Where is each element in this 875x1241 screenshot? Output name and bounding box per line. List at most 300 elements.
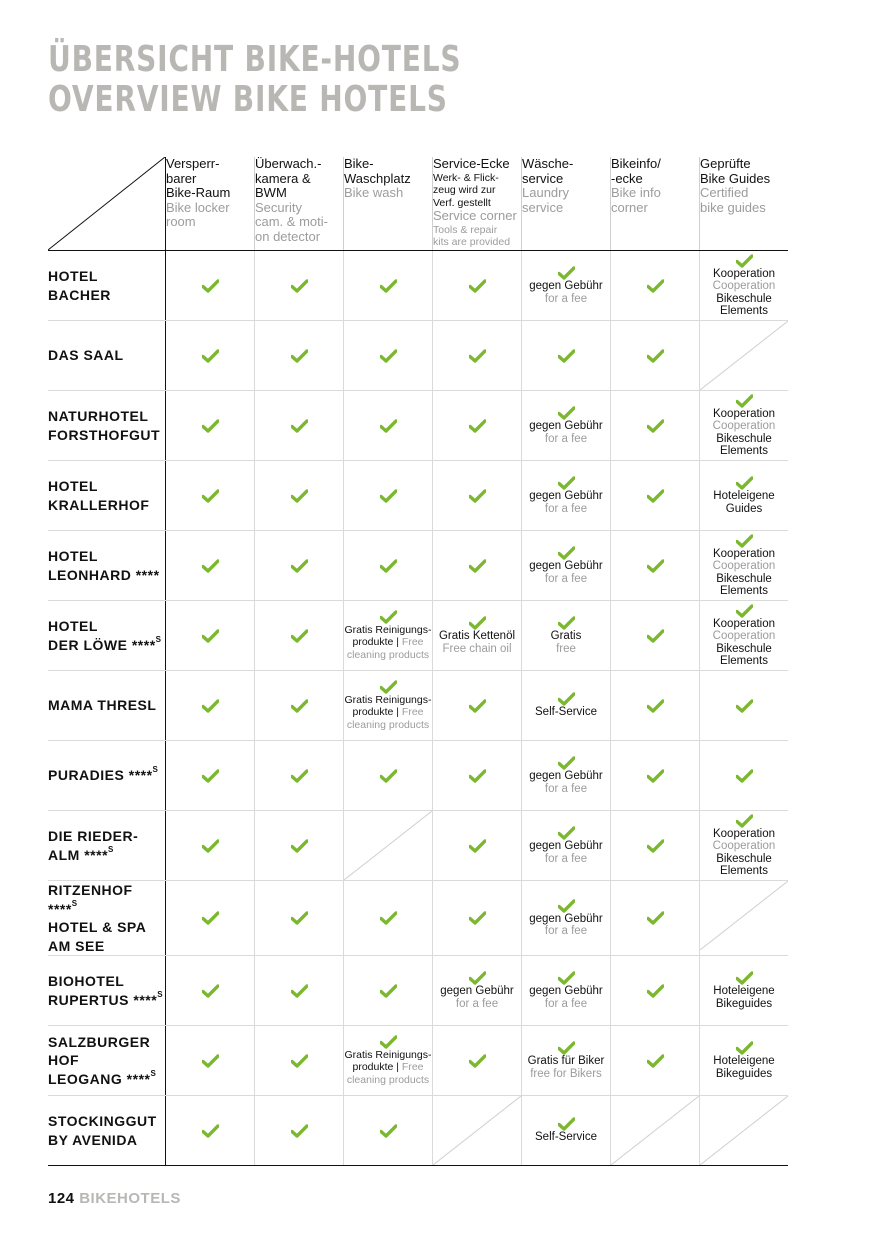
corner-cell — [48, 157, 166, 251]
cell-note-de: gegen Gebühr — [529, 280, 603, 292]
cell-note-de-extra: Bikeschule Elements — [716, 642, 772, 667]
check-icon — [291, 489, 308, 503]
check-icon — [380, 680, 397, 694]
check-icon — [647, 419, 664, 433]
check-icon — [647, 349, 664, 363]
cell-note-en: Cooperation — [712, 840, 776, 852]
table-cell — [700, 811, 789, 881]
check-icon — [558, 1041, 575, 1055]
table-cell — [255, 601, 344, 671]
table-row — [48, 321, 788, 391]
table-cell — [700, 1026, 789, 1096]
cell-note-de: Gratis Reinigungs- produkte | Free cleaning products — [344, 1048, 432, 1086]
cell-note-de: Hoteleigene Bikeguides — [713, 985, 775, 1010]
header-label-de: Geprüfte Bike Guides — [700, 157, 771, 186]
table-cell — [611, 601, 700, 671]
table-cell — [166, 461, 255, 531]
cell-note-de-extra: Bikeschule Elements — [716, 572, 772, 597]
table-cell — [611, 251, 700, 321]
check-icon — [202, 911, 219, 925]
column-header-bike-wash — [344, 157, 433, 251]
column-header-bike-room — [166, 157, 255, 251]
check-icon — [291, 699, 308, 713]
page-number: 124 — [48, 1190, 75, 1207]
header-label-en: Laundry service — [522, 185, 569, 215]
header-label-de: Bike- Waschplatz — [344, 157, 411, 186]
table-cell — [255, 881, 344, 956]
table-cell — [522, 956, 611, 1026]
table-cell — [166, 741, 255, 811]
cell-note-de: gegen Gebühr — [440, 985, 514, 997]
hotel-name — [48, 811, 166, 881]
title-en: OVERVIEW BIKE HOTELS — [48, 79, 448, 120]
table-cell — [700, 251, 789, 321]
table-cell — [344, 1026, 433, 1096]
table-cell — [611, 1096, 700, 1166]
hotel-stars: **** — [127, 636, 156, 653]
cell-note-de: Kooperation — [712, 827, 776, 840]
check-icon — [202, 1054, 219, 1068]
cell-note-de: Self-Service — [535, 1131, 597, 1144]
hotel-name-text: STOCKINGGUT BY AVENIDA — [48, 1113, 157, 1148]
table-cell — [344, 461, 433, 531]
table-cell — [522, 461, 611, 531]
check-icon — [469, 559, 486, 573]
check-icon — [291, 1124, 308, 1138]
check-icon — [647, 559, 664, 573]
hotel-superior: S — [108, 844, 114, 854]
hotel-name-text: HOTEL BACHER — [48, 268, 111, 303]
check-icon — [647, 279, 664, 293]
check-icon — [291, 911, 308, 925]
check-icon — [647, 489, 664, 503]
table-cell — [344, 741, 433, 811]
table-cell — [255, 671, 344, 741]
cell-note-en: Free cleaning products — [346, 706, 430, 731]
table-cell — [522, 811, 611, 881]
table-cell — [255, 251, 344, 321]
check-icon — [558, 476, 575, 490]
table-cell — [611, 956, 700, 1026]
hotel-stars: **** — [124, 767, 153, 784]
table-cell — [611, 391, 700, 461]
table-row — [48, 1026, 788, 1096]
hotel-name — [48, 741, 166, 811]
check-icon — [469, 349, 486, 363]
check-icon — [647, 769, 664, 783]
cell-note-en: for a fee — [544, 432, 588, 445]
table-cell — [433, 531, 522, 601]
check-icon — [202, 279, 219, 293]
hotel-superior: S — [71, 898, 78, 908]
column-header-bike-info — [611, 157, 700, 251]
table-cell — [255, 741, 344, 811]
cell-note-en: Free chain oil — [442, 642, 512, 655]
table-row — [48, 741, 788, 811]
table-cell — [611, 531, 700, 601]
table-cell — [166, 671, 255, 741]
table-cell — [166, 956, 255, 1026]
table-cell — [433, 391, 522, 461]
check-icon — [202, 419, 219, 433]
table-row — [48, 811, 788, 881]
cell-note-en: for a fee — [544, 782, 588, 795]
check-icon — [469, 911, 486, 925]
check-icon — [291, 769, 308, 783]
check-icon — [291, 559, 308, 573]
hotel-name — [48, 531, 166, 601]
table-cell — [344, 1096, 433, 1166]
table-cell — [344, 391, 433, 461]
header-label-en: Service corner — [433, 208, 517, 223]
not-available-diagonal — [700, 881, 788, 950]
header-label-de: Versperr- barer Bike-Raum — [166, 157, 231, 200]
table-cell — [255, 811, 344, 881]
table-cell — [166, 1096, 255, 1166]
table-cell — [166, 601, 255, 671]
table-cell — [255, 391, 344, 461]
table-cell — [166, 811, 255, 881]
table-cell — [166, 1026, 255, 1096]
hotel-name — [48, 956, 166, 1026]
table-cell — [700, 461, 789, 531]
check-icon — [380, 349, 397, 363]
cell-note-de: Gratis Reinigungs- produkte | Free cleaning products — [344, 693, 432, 731]
table-cell — [433, 461, 522, 531]
check-icon — [291, 984, 308, 998]
hotel-name-text: MAMA THRESL — [48, 697, 157, 714]
header-label-de: Wäsche- service — [522, 157, 574, 186]
hotel-name-text: DIE RIEDER- ALM — [48, 828, 139, 863]
table-cell — [522, 881, 611, 956]
column-header-security-camera — [255, 157, 344, 251]
cell-note-de: gegen Gebühr — [529, 840, 603, 852]
check-icon — [558, 349, 575, 363]
check-icon — [647, 629, 664, 643]
not-available-diagonal — [700, 321, 788, 390]
hotel-name-text: PURADIES — [48, 767, 125, 784]
check-icon — [736, 476, 753, 490]
header-note-en: Tools & repair kits are provided — [433, 223, 511, 248]
table-cell — [344, 321, 433, 391]
header-label-en: Bike wash — [344, 185, 404, 200]
table-cell — [344, 671, 433, 741]
check-icon — [380, 1124, 397, 1138]
hotel-name — [48, 1026, 166, 1096]
hotel-stars: **** — [129, 991, 158, 1008]
hotel-name — [48, 1096, 166, 1166]
not-available-diagonal — [700, 1096, 788, 1165]
cell-note-de: Kooperation — [712, 407, 776, 420]
table-cell — [255, 956, 344, 1026]
check-icon — [380, 911, 397, 925]
page-footer — [48, 1190, 181, 1207]
check-icon — [647, 699, 664, 713]
table-cell — [344, 601, 433, 671]
check-icon — [291, 349, 308, 363]
header-label-en: Bike info corner — [611, 185, 661, 215]
check-icon — [202, 629, 219, 643]
check-icon — [647, 984, 664, 998]
table-cell — [166, 391, 255, 461]
table-cell — [166, 321, 255, 391]
cell-note-en: for a fee — [544, 925, 588, 937]
table-cell — [700, 741, 789, 811]
table-row — [48, 1096, 788, 1166]
hotel-stars: **** — [79, 846, 109, 863]
table-cell — [700, 956, 789, 1026]
check-icon — [202, 699, 219, 713]
hotel-name — [48, 881, 166, 956]
hotel-stars: **** — [48, 900, 72, 917]
table-row — [48, 391, 788, 461]
check-icon — [647, 1054, 664, 1068]
cell-note-de-extra: Bikeschule Elements — [716, 292, 772, 317]
hotel-name — [48, 461, 166, 531]
hotel-name-extra: HOTEL & SPA AM SEE — [48, 919, 147, 954]
table-cell — [255, 531, 344, 601]
cell-note-en: for a fee — [544, 292, 588, 305]
cell-note-en: Cooperation — [712, 560, 776, 572]
header-row — [48, 157, 788, 251]
table-cell — [433, 321, 522, 391]
header-note-de: Werk- & Flick- zeug wird zur Verf. gestellt — [433, 171, 499, 209]
corner-diagonal — [48, 157, 165, 250]
overview-table — [48, 157, 788, 1166]
check-icon — [380, 1035, 397, 1049]
table-cell — [522, 531, 611, 601]
table-cell — [611, 741, 700, 811]
table-cell — [166, 881, 255, 956]
cell-note-de: Kooperation — [712, 617, 776, 630]
cell-note-en: Cooperation — [712, 630, 776, 642]
check-icon — [558, 756, 575, 770]
table-cell — [700, 601, 789, 671]
hotel-name-text: DAS SAAL — [48, 347, 124, 364]
hotel-name-text: HOTEL DER LÖWE — [48, 618, 128, 653]
cell-note-de: Self-Service — [535, 706, 597, 719]
hotel-superior: S — [152, 765, 159, 775]
cell-note-de: Hoteleigene Guides — [713, 490, 775, 515]
hotel-superior: S — [150, 1068, 157, 1078]
hotel-name-text: SALZBURGER HOF LEOGANG — [48, 1033, 151, 1087]
check-icon — [469, 699, 486, 713]
column-header-laundry-service — [522, 157, 611, 251]
table-cell — [166, 531, 255, 601]
table-cell — [433, 956, 522, 1026]
check-icon — [380, 489, 397, 503]
table-row — [48, 531, 788, 601]
table-cell — [700, 881, 789, 956]
table-cell — [522, 391, 611, 461]
hotel-superior: S — [155, 634, 162, 644]
hotel-name — [48, 391, 166, 461]
hotel-stars: **** — [131, 566, 160, 583]
table-cell — [522, 251, 611, 321]
check-icon — [291, 419, 308, 433]
check-icon — [647, 839, 664, 853]
check-icon — [558, 971, 575, 985]
table-cell — [522, 1026, 611, 1096]
table-row — [48, 956, 788, 1026]
table-cell — [522, 1096, 611, 1166]
table-cell — [700, 391, 789, 461]
check-icon — [380, 984, 397, 998]
check-icon — [469, 1054, 486, 1068]
cell-note-en: Free cleaning products — [346, 1061, 430, 1086]
check-icon — [380, 279, 397, 293]
table-cell — [611, 461, 700, 531]
table-cell — [700, 531, 789, 601]
table-cell — [344, 881, 433, 956]
check-icon — [291, 629, 308, 643]
check-icon — [202, 1124, 219, 1138]
table-row — [48, 881, 788, 956]
cell-note-de: Gratis für Biker — [527, 1055, 605, 1067]
check-icon — [736, 534, 753, 548]
check-icon — [558, 899, 575, 913]
table-cell — [344, 811, 433, 881]
table-cell — [344, 251, 433, 321]
not-available-diagonal — [433, 1096, 521, 1165]
check-icon — [202, 489, 219, 503]
cell-note-de: Kooperation — [712, 547, 776, 560]
not-available-diagonal — [611, 1096, 699, 1165]
table-cell — [700, 1096, 789, 1166]
table-cell — [344, 531, 433, 601]
header-label-en: Bike locker room — [166, 199, 230, 229]
hotel-name-text: BIOHOTEL RUPERTUS — [48, 973, 130, 1008]
hotel-name — [48, 671, 166, 741]
check-icon — [202, 349, 219, 363]
check-icon — [558, 826, 575, 840]
cell-note-en: for a fee — [544, 997, 588, 1010]
check-icon — [469, 971, 486, 985]
page-title — [48, 40, 461, 120]
cell-note-de: Gratis Reinigungs- produkte | Free cleaning products — [344, 623, 432, 661]
check-icon — [736, 814, 753, 828]
table-cell — [433, 881, 522, 956]
cell-note-en: for a fee — [455, 997, 499, 1010]
cell-note-en: free for Bikers — [530, 1067, 602, 1080]
header-label-de: Bikeinfo/ -ecke — [611, 157, 661, 186]
check-icon — [380, 610, 397, 624]
check-icon — [380, 769, 397, 783]
cell-note-en: for a fee — [544, 572, 588, 585]
check-icon — [202, 559, 219, 573]
table-cell — [522, 671, 611, 741]
table-cell — [255, 1096, 344, 1166]
hotel-name — [48, 321, 166, 391]
table-cell — [700, 671, 789, 741]
check-icon — [291, 279, 308, 293]
check-icon — [736, 604, 753, 618]
table-cell — [700, 321, 789, 391]
hotel-name-text: HOTEL LEONHARD — [48, 548, 132, 583]
check-icon — [558, 1117, 575, 1131]
table-cell — [255, 461, 344, 531]
hotel-name — [48, 251, 166, 321]
cell-note-de: gegen Gebühr — [529, 420, 603, 432]
cell-note-en: for a fee — [544, 502, 588, 515]
hotel-name-text: HOTEL KRALLERHOF — [48, 478, 150, 513]
table-cell — [433, 601, 522, 671]
check-icon — [558, 406, 575, 420]
check-icon — [469, 769, 486, 783]
cell-note-de: Hoteleigene Bikeguides — [713, 1055, 775, 1080]
column-header-service-corner — [433, 157, 522, 251]
table-cell — [611, 671, 700, 741]
table-cell — [522, 321, 611, 391]
not-available-diagonal — [344, 811, 432, 880]
check-icon — [380, 559, 397, 573]
header-label-en: Security cam. & moti- on detector — [255, 199, 328, 244]
table-row — [48, 461, 788, 531]
check-icon — [469, 839, 486, 853]
cell-note-en: for a fee — [544, 852, 588, 865]
check-icon — [736, 971, 753, 985]
check-icon — [558, 692, 575, 706]
table-cell — [255, 321, 344, 391]
check-icon — [202, 984, 219, 998]
check-icon — [380, 419, 397, 433]
title-de: ÜBERSICHT BIKE-HOTELS — [48, 39, 462, 80]
check-icon — [558, 616, 575, 630]
hotel-superior: S — [157, 989, 164, 999]
cell-note-en: free — [556, 642, 576, 655]
cell-note-en: Free cleaning products — [346, 636, 430, 661]
section-name: BIKEHOTELS — [79, 1190, 181, 1207]
table-cell — [522, 601, 611, 671]
hotel-stars: **** — [122, 1070, 151, 1087]
table-cell — [344, 956, 433, 1026]
cell-note-de: gegen Gebühr — [529, 985, 603, 997]
table-cell — [255, 1026, 344, 1096]
column-header-bike-guides — [700, 157, 789, 251]
check-icon — [469, 279, 486, 293]
table-cell — [522, 741, 611, 811]
table-cell — [611, 881, 700, 956]
cell-note-de-extra: Bikeschule Elements — [716, 432, 772, 457]
header-label-de: Service-Ecke — [433, 157, 510, 171]
table-cell — [166, 251, 255, 321]
table-cell — [433, 741, 522, 811]
cell-note-en: Cooperation — [712, 280, 776, 292]
table-cell — [433, 671, 522, 741]
check-icon — [469, 616, 486, 630]
table-row — [48, 671, 788, 741]
table-cell — [433, 1096, 522, 1166]
check-icon — [736, 769, 753, 783]
check-icon — [647, 911, 664, 925]
cell-note-de: gegen Gebühr — [529, 560, 603, 572]
check-icon — [202, 769, 219, 783]
cell-note-de: Gratis Kettenöl — [438, 630, 516, 642]
hotel-name-text: RITZENHOF — [48, 882, 133, 898]
table-cell — [433, 1026, 522, 1096]
cell-note-de: gegen Gebühr — [529, 770, 603, 782]
cell-note-de: gegen Gebühr — [529, 912, 603, 925]
table-cell — [433, 251, 522, 321]
check-icon — [469, 489, 486, 503]
cell-note-de: Gratis — [550, 630, 582, 642]
check-icon — [202, 839, 219, 853]
check-icon — [469, 419, 486, 433]
check-icon — [291, 839, 308, 853]
header-label-de: Überwach.- kamera & BWM — [255, 157, 322, 200]
table-cell — [433, 811, 522, 881]
table-body — [48, 251, 788, 1166]
